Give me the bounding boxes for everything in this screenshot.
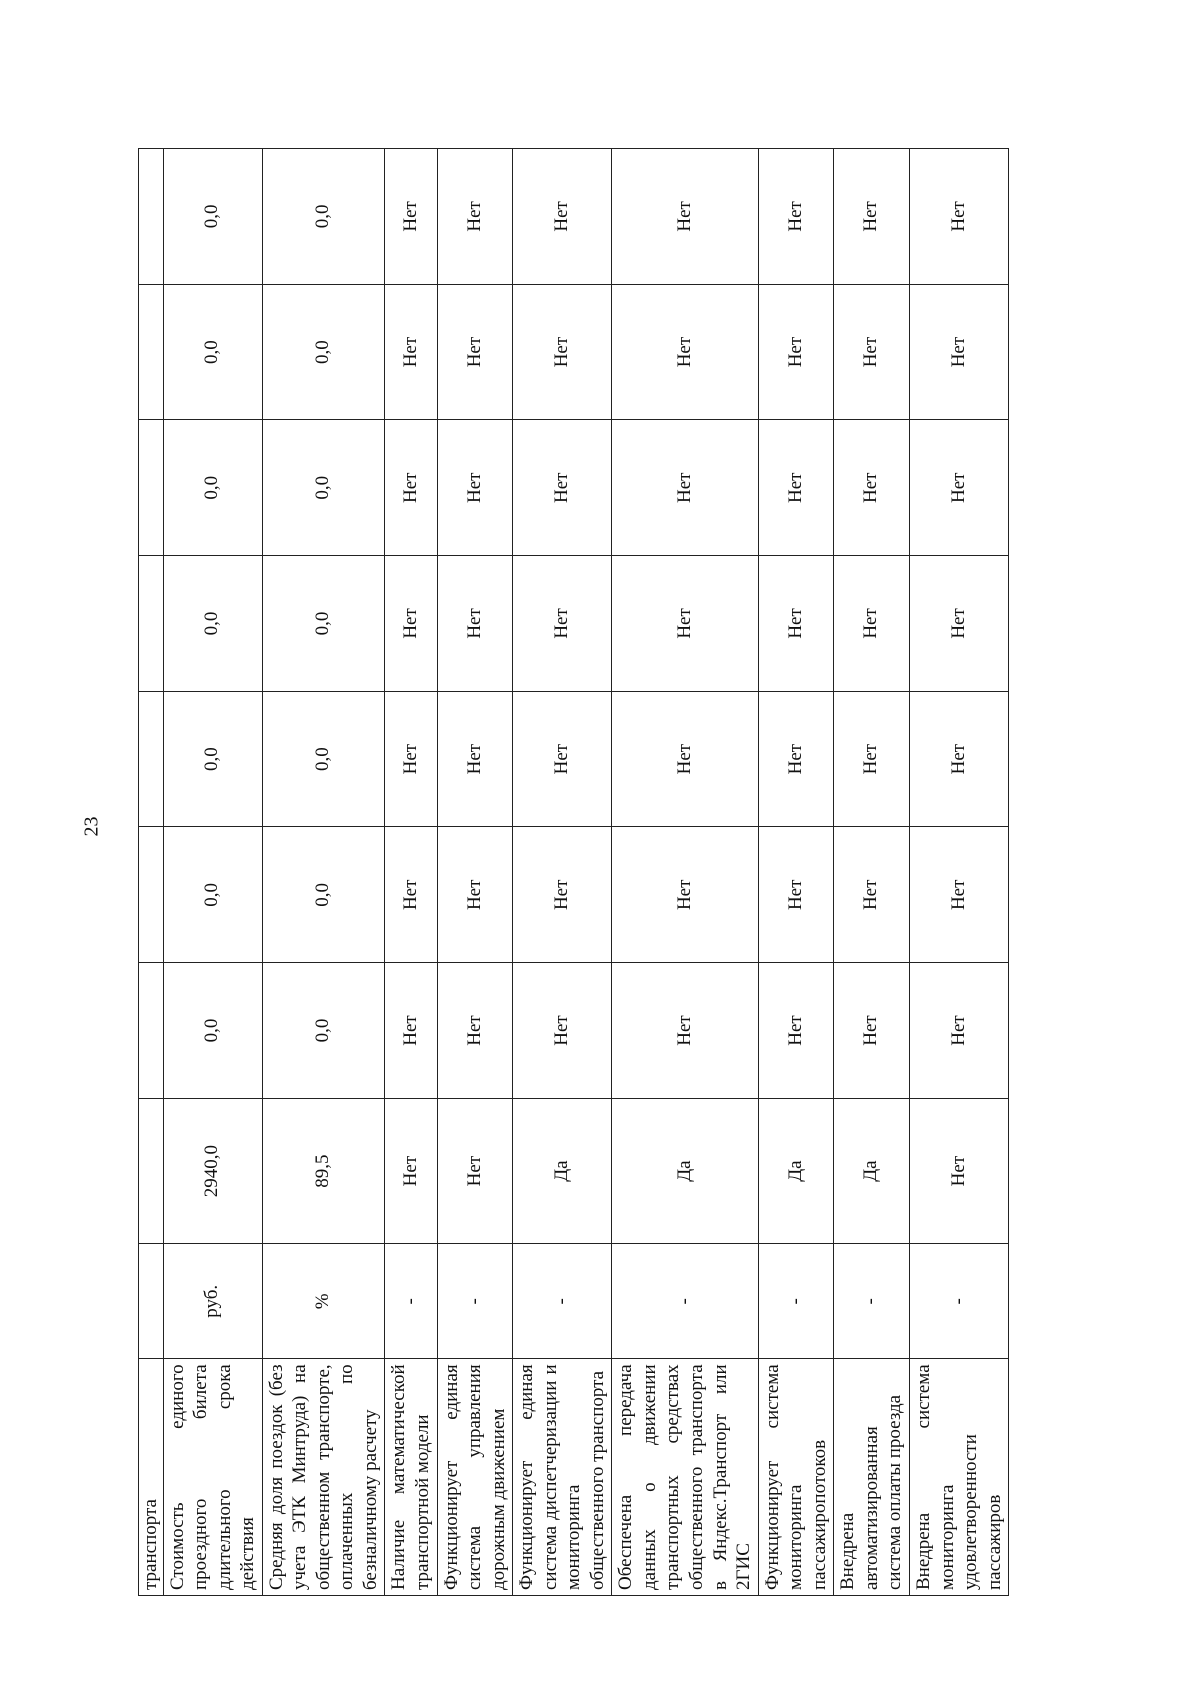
value-cell: Нет bbox=[513, 691, 612, 827]
value-cell: Нет bbox=[385, 1098, 437, 1243]
unit-cell: - bbox=[385, 1244, 437, 1359]
value-cell: 0,0 bbox=[163, 284, 262, 420]
empty-cell bbox=[139, 420, 164, 556]
indicator-name: Внедрена система мониторинга удовлетворенности пассажиров bbox=[909, 1359, 1008, 1596]
continuation-cell: транспорта bbox=[139, 1359, 164, 1596]
indicator-name: Функционирует единая система управления дорожным движением bbox=[437, 1359, 513, 1596]
value-cell: 0,0 bbox=[262, 691, 385, 827]
value-cell: Нет bbox=[612, 963, 758, 1099]
value-cell: Нет bbox=[758, 149, 834, 285]
empty-cell bbox=[139, 556, 164, 692]
value-cell: Да bbox=[834, 1098, 910, 1243]
value-cell: Нет bbox=[834, 827, 910, 963]
continuation-row bbox=[139, 149, 164, 1596]
unit-cell: - bbox=[909, 1244, 1008, 1359]
value-cell: Нет bbox=[513, 827, 612, 963]
value-cell: Нет bbox=[834, 556, 910, 692]
table-row bbox=[385, 149, 437, 1596]
indicator-name: Стоимость единого проездного билета длительного срока действия bbox=[163, 1359, 262, 1596]
empty-cell bbox=[139, 1098, 164, 1243]
indicators-table bbox=[138, 148, 1009, 1596]
unit-cell: - bbox=[758, 1244, 834, 1359]
value-cell: Нет bbox=[513, 149, 612, 285]
unit-cell: - bbox=[834, 1244, 910, 1359]
value-cell: 0,0 bbox=[262, 827, 385, 963]
value-cell: Нет bbox=[834, 420, 910, 556]
value-cell: Нет bbox=[513, 963, 612, 1099]
table-row bbox=[262, 149, 385, 1596]
value-cell: Нет bbox=[385, 691, 437, 827]
value-cell: Нет bbox=[612, 420, 758, 556]
value-cell: Нет bbox=[909, 149, 1008, 285]
unit-cell: - bbox=[437, 1244, 513, 1359]
table-row bbox=[758, 149, 834, 1596]
value-cell: Да bbox=[758, 1098, 834, 1243]
value-cell: Нет bbox=[437, 827, 513, 963]
value-cell: Нет bbox=[834, 963, 910, 1099]
table-body bbox=[139, 149, 1009, 1596]
indicator-name: Наличие математической транспортной модели bbox=[385, 1359, 437, 1596]
table-row bbox=[612, 149, 758, 1596]
value-cell: Нет bbox=[758, 284, 834, 420]
value-cell: 0,0 bbox=[163, 556, 262, 692]
value-cell: 0,0 bbox=[163, 963, 262, 1099]
table-row bbox=[437, 149, 513, 1596]
table-row bbox=[163, 149, 262, 1596]
value-cell: 0,0 bbox=[163, 420, 262, 556]
value-cell: Нет bbox=[758, 556, 834, 692]
table-row bbox=[513, 149, 612, 1596]
value-cell: 0,0 bbox=[262, 556, 385, 692]
value-cell: 0,0 bbox=[262, 420, 385, 556]
value-cell: Нет bbox=[437, 963, 513, 1099]
value-cell: 0,0 bbox=[262, 284, 385, 420]
value-cell: Нет bbox=[437, 691, 513, 827]
value-cell: 89,5 bbox=[262, 1098, 385, 1243]
value-cell: Нет bbox=[758, 963, 834, 1099]
value-cell: Нет bbox=[909, 963, 1008, 1099]
indicator-name: Функционирует единая система диспетчеризации и мониторинга общественного транспорта bbox=[513, 1359, 612, 1596]
value-cell: Нет bbox=[758, 420, 834, 556]
page-number: 23 bbox=[80, 816, 103, 837]
value-cell: Нет bbox=[909, 420, 1008, 556]
empty-cell bbox=[139, 827, 164, 963]
value-cell: 0,0 bbox=[262, 963, 385, 1099]
value-cell: Нет bbox=[513, 420, 612, 556]
value-cell: Нет bbox=[834, 284, 910, 420]
value-cell: Нет bbox=[909, 827, 1008, 963]
value-cell: Нет bbox=[385, 827, 437, 963]
value-cell: Нет bbox=[385, 963, 437, 1099]
unit-cell: руб. bbox=[163, 1244, 262, 1359]
value-cell: 0,0 bbox=[163, 827, 262, 963]
value-cell: Нет bbox=[612, 691, 758, 827]
value-cell: Нет bbox=[612, 556, 758, 692]
value-cell: Нет bbox=[385, 149, 437, 285]
value-cell: Нет bbox=[437, 556, 513, 692]
value-cell: Нет bbox=[437, 149, 513, 285]
value-cell: Нет bbox=[909, 1098, 1008, 1243]
value-cell: Да bbox=[612, 1098, 758, 1243]
value-cell: Нет bbox=[758, 827, 834, 963]
indicator-name: Функционирует система мониторинга пассажиропотоков bbox=[758, 1359, 834, 1596]
table-row bbox=[909, 149, 1008, 1596]
value-cell: Нет bbox=[834, 691, 910, 827]
value-cell: Нет bbox=[612, 284, 758, 420]
value-cell: Нет bbox=[909, 284, 1008, 420]
value-cell: Нет bbox=[612, 149, 758, 285]
value-cell: Нет bbox=[385, 284, 437, 420]
indicator-name: Внедрена автоматизированная система оплаты проезда bbox=[834, 1359, 910, 1596]
value-cell: Нет bbox=[834, 149, 910, 285]
value-cell: Нет bbox=[513, 284, 612, 420]
empty-cell bbox=[139, 149, 164, 285]
empty-cell bbox=[139, 963, 164, 1099]
value-cell: Да bbox=[513, 1098, 612, 1243]
value-cell: Нет bbox=[513, 556, 612, 692]
empty-cell bbox=[139, 284, 164, 420]
value-cell: Нет bbox=[909, 556, 1008, 692]
unit-cell: % bbox=[262, 1244, 385, 1359]
value-cell: Нет bbox=[437, 284, 513, 420]
table-row bbox=[834, 149, 910, 1596]
value-cell: Нет bbox=[385, 556, 437, 692]
value-cell: 0,0 bbox=[163, 149, 262, 285]
value-cell: Нет bbox=[385, 420, 437, 556]
value-cell: 0,0 bbox=[163, 691, 262, 827]
unit-cell: - bbox=[513, 1244, 612, 1359]
value-cell: 2940,0 bbox=[163, 1098, 262, 1243]
empty-cell bbox=[139, 691, 164, 827]
value-cell: Нет bbox=[758, 691, 834, 827]
indicator-name: Обеспечена передача данных о движении транспортных средствах общественного транспорта в Яндекс.Транспорт или 2ГИС bbox=[612, 1359, 758, 1596]
value-cell: Нет bbox=[437, 420, 513, 556]
value-cell: Нет bbox=[909, 691, 1008, 827]
value-cell: 0,0 bbox=[262, 149, 385, 285]
indicator-name: Средняя доля поездок (без учета ЭТК Минтруда) на общественном транспорте, оплаченных по безналичному расчету bbox=[262, 1359, 385, 1596]
unit-cell: - bbox=[612, 1244, 758, 1359]
rotated-table-container bbox=[138, 148, 1005, 1596]
empty-cell bbox=[139, 1244, 164, 1359]
value-cell: Нет bbox=[437, 1098, 513, 1243]
value-cell: Нет bbox=[612, 827, 758, 963]
